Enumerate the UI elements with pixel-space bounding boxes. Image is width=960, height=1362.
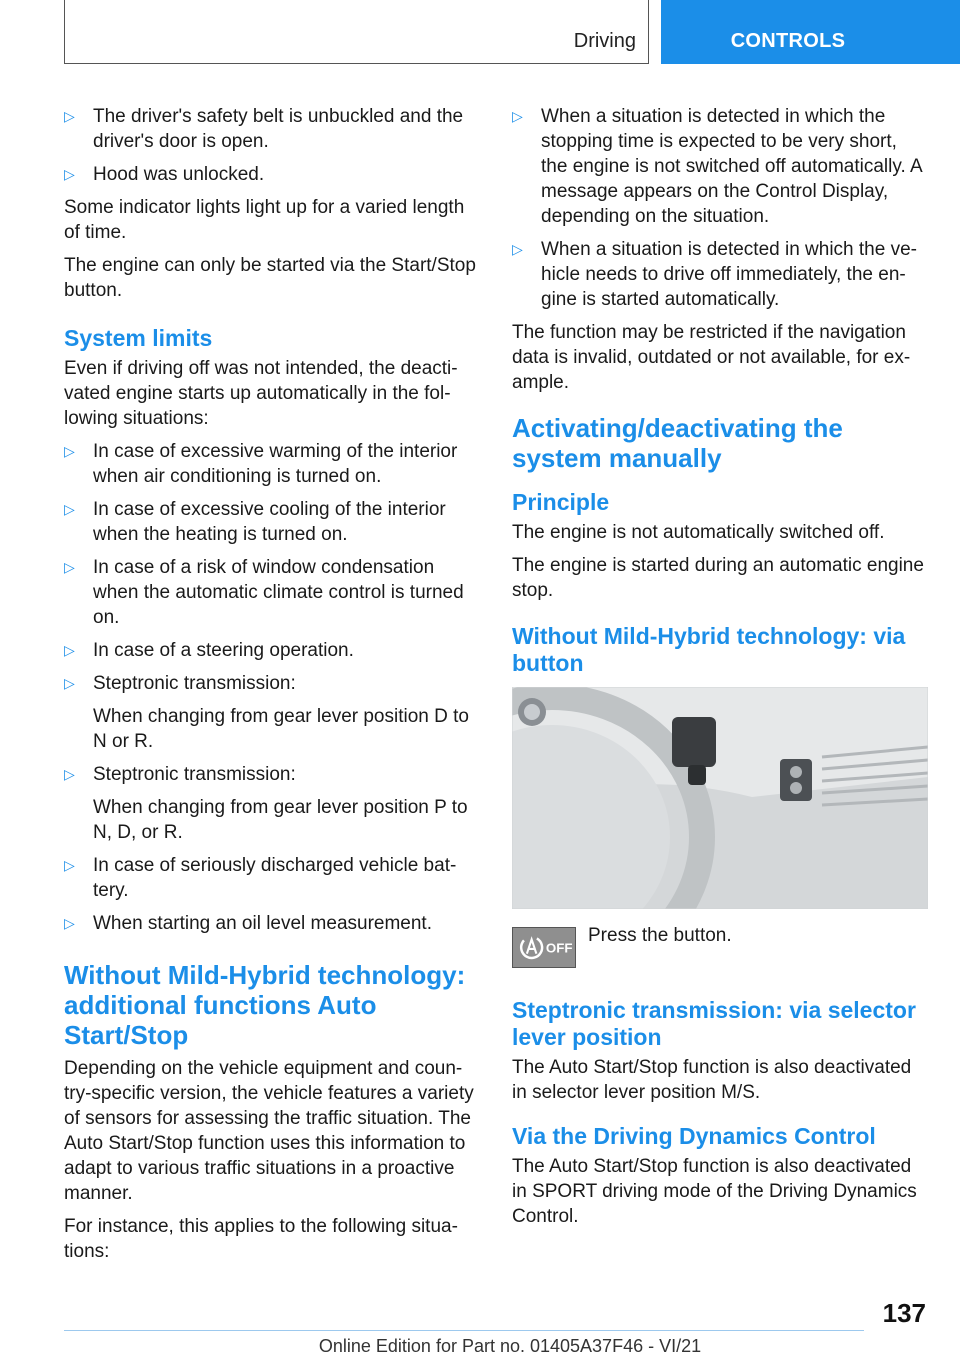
bullet-triangle-icon: ▷	[64, 642, 75, 658]
list-item: ▷ In case of excessive warming of the interior when air conditioning is turned on.	[64, 441, 458, 487]
bullet-triangle-icon: ▷	[64, 857, 75, 873]
bullet-triangle-icon: ▷	[64, 166, 75, 182]
page-number: 137	[882, 1298, 926, 1328]
list-item: ▷ When a situation is detected in which the stopping time is expected to be very short, the engine is not switched off automatically. A message appears on the Control Display, depending on the situation.	[512, 106, 922, 227]
header-tab-label: CONTROLS	[730, 30, 846, 52]
bullet-triangle-icon: ▷	[64, 559, 75, 575]
bullet-triangle-icon: ▷	[512, 108, 523, 124]
list-item-subtext: When changing from gear lever position P to N, D, or R.	[93, 797, 468, 843]
heading-driving-dynamics-control: Via the Driving Dynamics Control	[512, 1123, 876, 1149]
bullet-triangle-icon: ▷	[64, 766, 75, 782]
list-item: ▷ Hood was unlocked.	[64, 164, 265, 185]
header-section-label: Driving	[573, 30, 636, 52]
right-column	[512, 104, 928, 1237]
list-item: ▷ Steptronic transmission: When changing from gear lever position D to N or R.	[64, 671, 480, 754]
svg-text:OFF: OFF	[545, 940, 573, 956]
list-item: ▷ In case of a risk of window condensation when the automatic climate control is turned on.	[64, 557, 464, 628]
paragraph: Some indicator lights light up for a varied length of time.	[64, 197, 465, 243]
heading-system-limits: System limits	[64, 325, 213, 351]
list-item: ▷ The driver's safety belt is unbuckled and the driver's door is open.	[64, 106, 464, 152]
paragraph: The engine can only be started via the Start/Stop button.	[64, 255, 476, 301]
heading-mild-hybrid-additional: Without Mild-Hybrid technology: additional functions Auto Start/Stop	[64, 960, 466, 1050]
list-item: ▷ In case of excessive cooling of the interior when the heating is turned on.	[64, 499, 446, 545]
paragraph: For instance, this applies to the following situa‐tions:	[64, 1216, 458, 1262]
header-section-box	[64, 0, 649, 64]
heading-via-button: Without Mild-Hybrid technology: via button	[512, 623, 906, 676]
footer-divider	[64, 1330, 864, 1331]
heading-activating-deactivating: Activating/deactivating the system manually	[512, 413, 843, 473]
bullet-triangle-icon: ▷	[64, 443, 75, 459]
heading-selector-lever: Steptronic transmission: via selector lever position	[512, 997, 916, 1050]
list-item: ▷ When a situation is detected in which the ve‐hicle needs to drive off immediately, the en‐gine is started automatically.	[512, 239, 917, 310]
paragraph: The Auto Start/Stop function is also deactivated in SPORT driving mode of the Driving Dynamics Control.	[512, 1156, 917, 1227]
auto-start-stop-off-icon	[512, 927, 576, 968]
list-item-subtext: When changing from gear lever position D to N or R.	[93, 706, 469, 752]
paragraph: Depending on the vehicle equipment and coun‐try-specific version, the vehicle features a variety of sensors for assessing the traffic situation. The Auto Start/Stop function uses this information to adapt to various traffic situations in a proactive manner.	[64, 1058, 474, 1204]
list-item: ▷ In case of seriously discharged vehicle bat‐tery.	[64, 855, 457, 901]
bullet-triangle-icon: ▷	[64, 915, 75, 931]
press-button-row	[512, 923, 928, 971]
press-button-instruction: Press the button.	[588, 925, 732, 946]
paragraph: The Auto Start/Stop function is also deactivated in selector lever position M/S.	[512, 1057, 912, 1103]
paragraph: The function may be restricted if the navigation data is invalid, outdated or not available, for ex‐ample.	[512, 322, 911, 393]
left-column	[64, 104, 480, 1272]
bullet-triangle-icon: ▷	[64, 501, 75, 517]
paragraph: Even if driving off was not intended, the deacti‐vated engine starts up automatically in the fol‐lowing situations:	[64, 358, 458, 429]
paragraph: The engine is started during an automatic engine stop.	[512, 555, 924, 601]
bullet-triangle-icon: ▷	[512, 241, 523, 257]
footer-edition: Online Edition for Part no. 01405A37F46 - VI/21	[318, 1336, 702, 1356]
heading-principle: Principle	[512, 489, 610, 515]
cockpit-photo	[512, 687, 928, 909]
bullet-triangle-icon: ▷	[64, 108, 75, 124]
list-item: ▷ Steptronic transmission: When changing from gear lever position P to N, D, or R.	[64, 762, 480, 845]
bullet-triangle-icon: ▷	[64, 675, 75, 691]
paragraph: The engine is not automatically switched off.	[512, 522, 885, 543]
header-controls-tab	[661, 0, 960, 64]
list-item: ▷ In case of a steering operation.	[64, 640, 354, 661]
list-item: ▷ When starting an oil level measurement.	[64, 913, 432, 934]
